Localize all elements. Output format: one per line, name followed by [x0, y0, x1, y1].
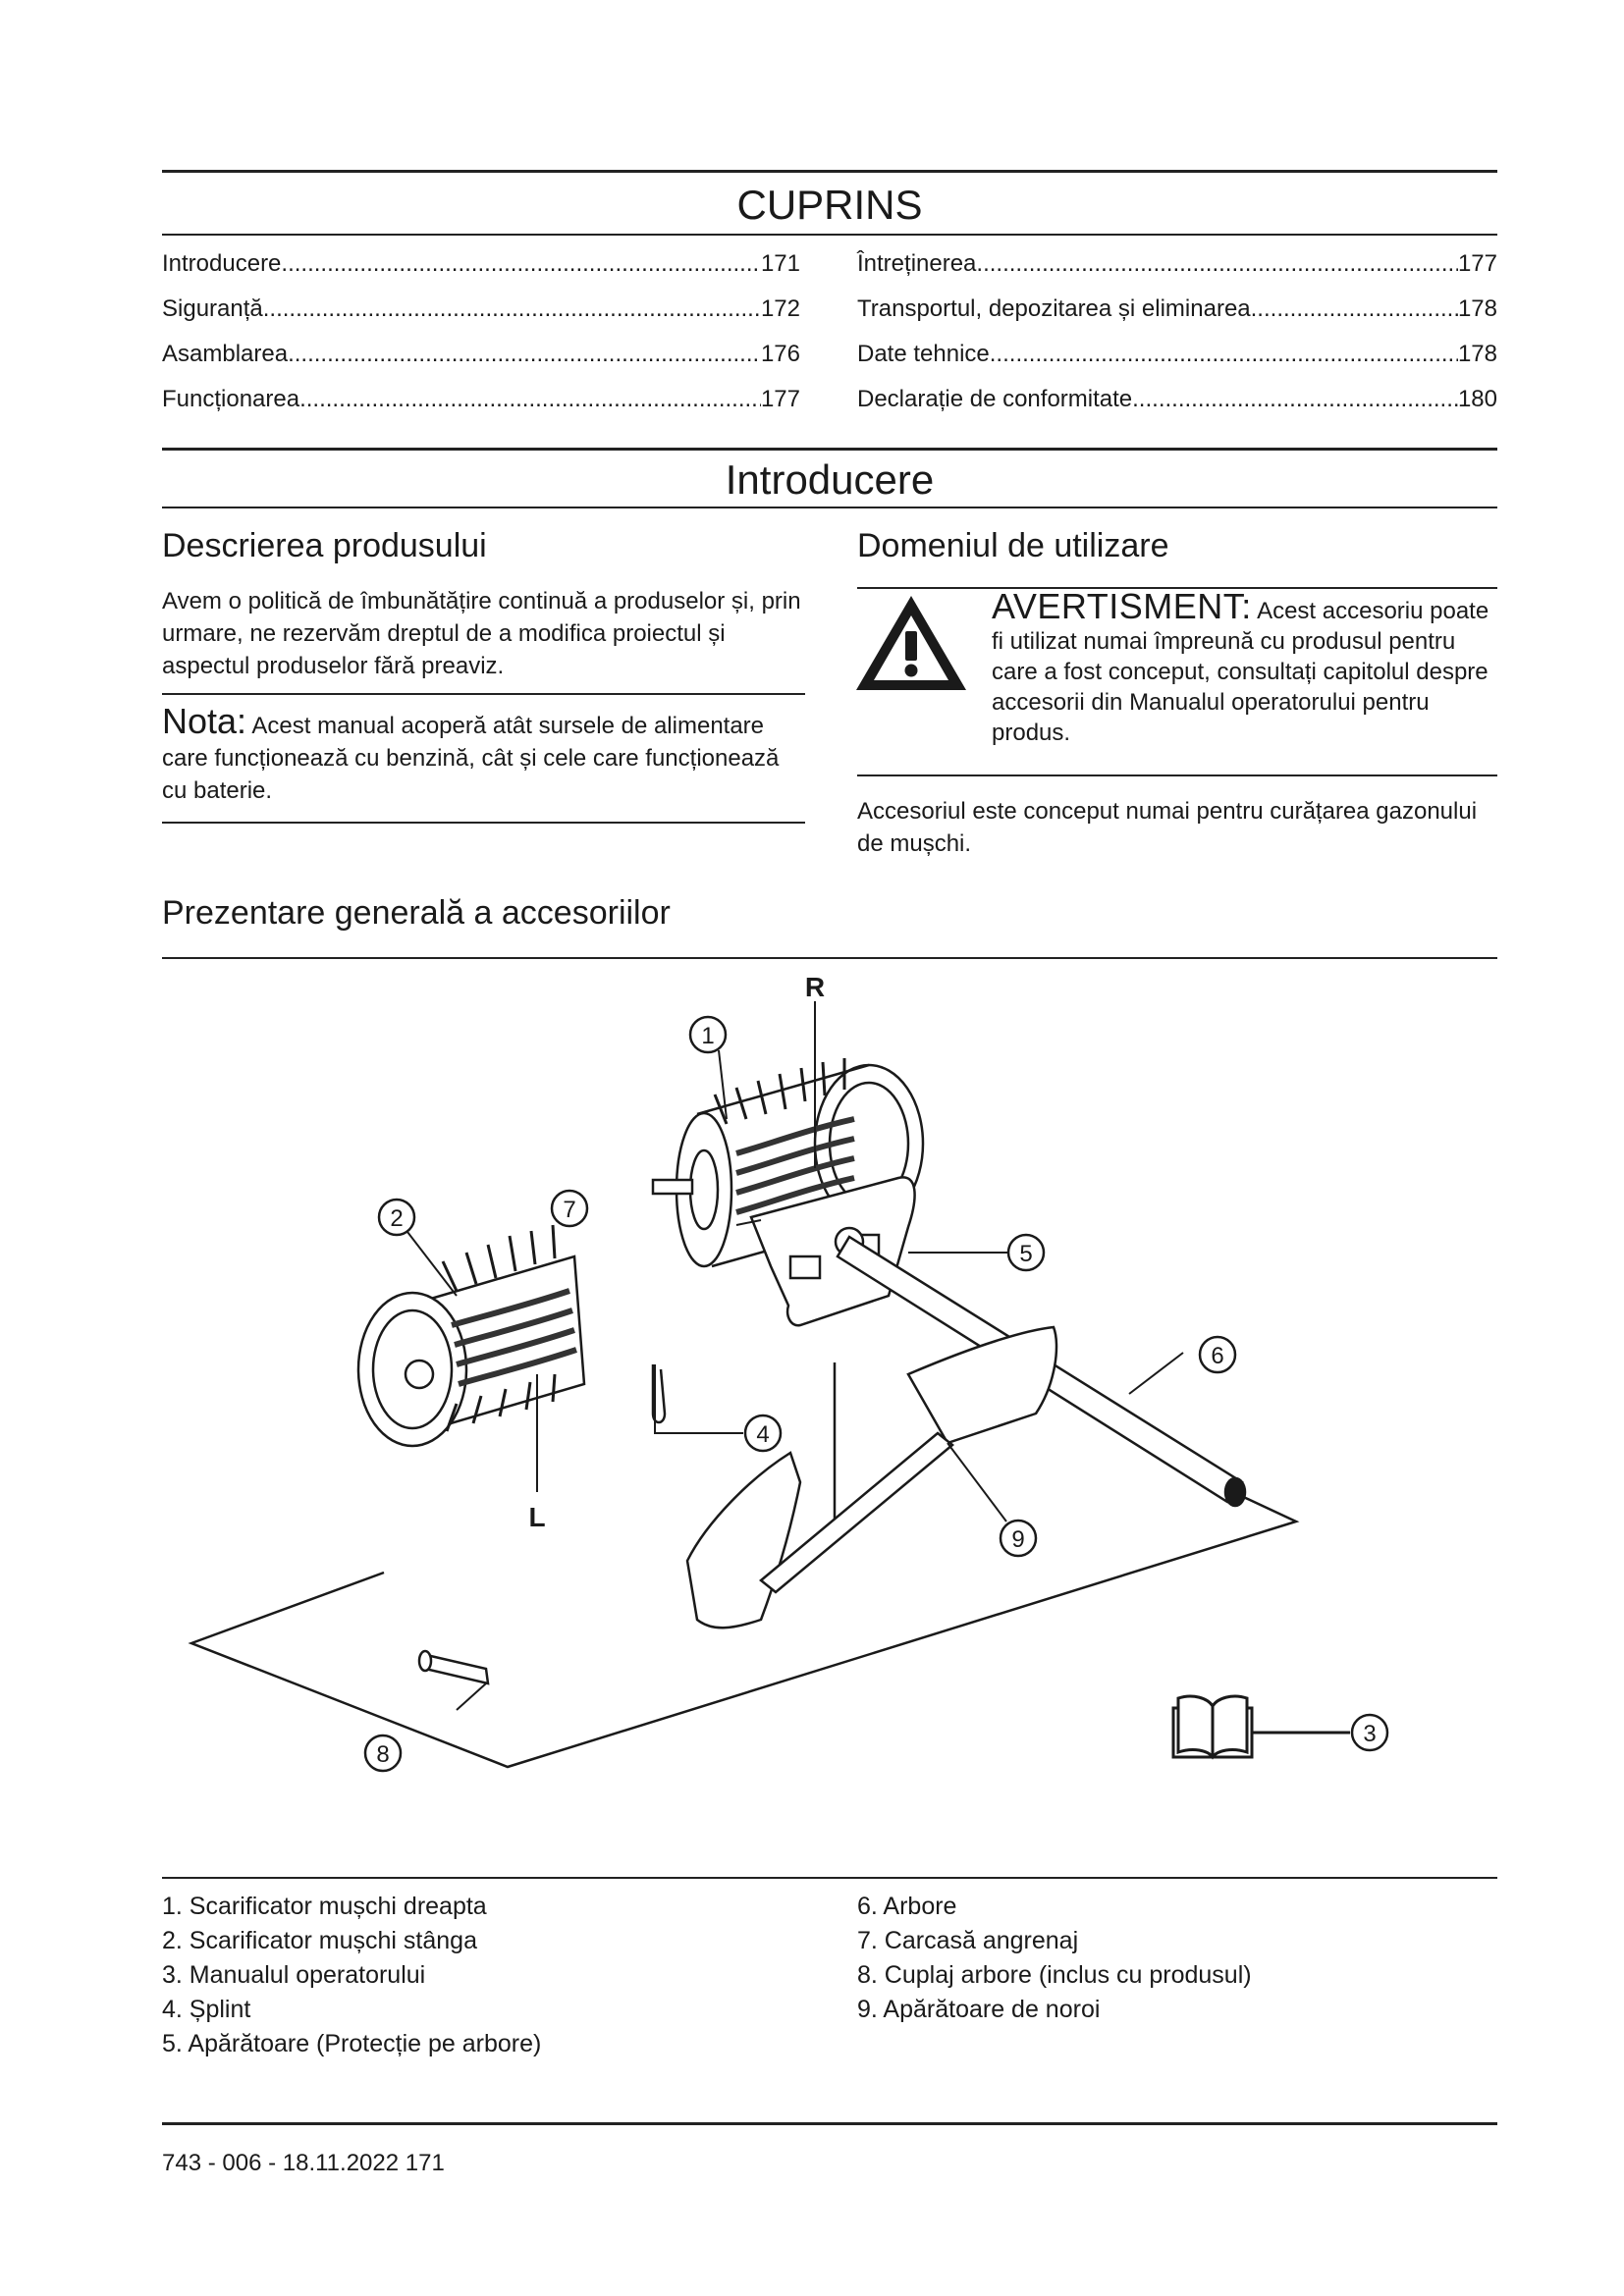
legend-item: 6. Arbore — [857, 1893, 957, 1920]
callout-7-label: 7 — [563, 1197, 576, 1223]
page-footer: 743 - 006 - 18.11.2022 171 — [162, 2150, 445, 2176]
toc-leader — [288, 338, 761, 371]
callout-2-label: 2 — [390, 1205, 404, 1232]
usage-text: Accesoriul este conceput numai pentru curățarea gazonului de mușchi. — [857, 798, 1478, 857]
note-top-rule — [162, 693, 805, 695]
legend-item: 8. Cuplaj arbore (inclus cu produsul) — [857, 1961, 1252, 1989]
toc-entry-page: 172 — [760, 295, 800, 322]
toc-entry-page: 178 — [1457, 295, 1497, 322]
warning-block — [992, 586, 1497, 748]
legend-right — [857, 1890, 1252, 2027]
legend-item: 7. Carcasă angrenaj — [857, 1927, 1079, 1954]
toc-entry-page: 171 — [760, 250, 800, 277]
callout-8-label: 8 — [376, 1741, 390, 1768]
description-text: Avem o politică de îmbunătățire continuă a produselor și, prin urmare, ne rezervăm dreptul de a modifica proiectul și aspectul produselor fără preaviz. — [162, 588, 801, 679]
legend-rule — [162, 1877, 1497, 1879]
toc-leader — [299, 383, 761, 416]
toc-entry[interactable] — [857, 338, 1497, 383]
toc-leader — [263, 293, 761, 326]
toc-leader — [976, 247, 1458, 281]
toc-entry-page: 178 — [1457, 341, 1497, 367]
callout-5-label: 5 — [1019, 1241, 1033, 1267]
toc-top-rule — [162, 170, 1497, 173]
toc-title-rule — [162, 234, 1497, 236]
right-side-label: R — [804, 972, 826, 1002]
note-text: Acest manual acoperă atât sursele de alimentare care funcționează cu benzină, cât și cele care funcționează cu baterie. — [162, 713, 780, 804]
toc-entry-label: Funcționarea — [162, 386, 300, 412]
toc-entry[interactable] — [857, 247, 1497, 293]
toc-entry[interactable] — [857, 293, 1497, 338]
manual-book-icon — [1173, 1696, 1350, 1757]
toc-leader — [1132, 383, 1458, 416]
toc-entry[interactable] — [162, 383, 800, 428]
toc-entry[interactable] — [162, 247, 800, 293]
callout-9-label: 9 — [1011, 1526, 1025, 1553]
legend-item: 5. Apărătoare (Protecție pe arbore) — [162, 2030, 542, 2057]
left-side-label: L — [528, 1502, 546, 1532]
overview-heading: Prezentare generală a accesoriilor — [162, 894, 671, 932]
callout-1-label: 1 — [701, 1023, 715, 1049]
toc-leader — [990, 338, 1458, 371]
legend-left — [162, 1890, 541, 2061]
toc-left-column — [162, 247, 800, 428]
toc-leader — [1251, 293, 1458, 326]
note-bottom-rule — [162, 822, 805, 824]
toc-title: CUPRINS — [736, 182, 923, 228]
mud-guard-drawing — [687, 1327, 1056, 1628]
toc-entry-page: 177 — [760, 386, 800, 412]
warning-bottom-rule — [857, 774, 1497, 776]
warning-label: AVERTISMENT: — [992, 586, 1252, 626]
legend-item: 3. Manualul operatorului — [162, 1961, 426, 1989]
legend-item: 4. Șplint — [162, 1996, 251, 2023]
note-block — [162, 701, 805, 807]
intro-title-rule — [162, 507, 1497, 508]
toc-entry-page: 180 — [1457, 386, 1497, 412]
accessory-diagram — [162, 972, 1497, 1816]
intro-top-rule — [162, 448, 1497, 451]
warning-triangle-icon — [852, 592, 970, 694]
toc-entry-label: Întreținerea — [857, 250, 977, 277]
toc-entry-label: Introducere — [162, 250, 282, 277]
shaft-coupling-drawing — [419, 1651, 488, 1683]
left-scarifier-drawing — [358, 1225, 584, 1446]
warning-text: Acest accesoriu poate fi utilizat numai împreună cu produsul pentru care a fost conceput, consultați capitolul despre accesorii din Manualul operatorului pentru produs. — [992, 598, 1489, 746]
toc-entry[interactable] — [162, 293, 800, 338]
toc-entry[interactable] — [162, 338, 800, 383]
toc-entry-page: 177 — [1457, 250, 1497, 277]
intro-title: Introducere — [725, 456, 935, 503]
note-label: Nota: — [162, 701, 247, 741]
overview-rule — [162, 957, 1497, 959]
description-heading: Descrierea produsului — [162, 527, 487, 564]
toc-entry-page: 176 — [760, 341, 800, 367]
callout-6-label: 6 — [1211, 1343, 1224, 1369]
toc-right-column — [857, 247, 1497, 428]
callout-4-label: 4 — [756, 1421, 770, 1448]
toc-entry-label: Date tehnice — [857, 341, 990, 367]
toc-entry-label: Siguranță — [162, 295, 263, 322]
toc-entry-label: Asamblarea — [162, 341, 289, 367]
legend-item: 2. Scarificator mușchi stânga — [162, 1927, 477, 1954]
footer-rule — [162, 2122, 1497, 2125]
toc-leader — [281, 247, 761, 281]
toc-entry[interactable] — [857, 383, 1497, 428]
legend-item: 1. Scarificator mușchi dreapta — [162, 1893, 487, 1920]
toc-entry-label: Declarație de conformitate — [857, 386, 1133, 412]
callout-3-label: 3 — [1363, 1721, 1377, 1747]
toc-entry-label: Transportul, depozitarea și eliminarea — [857, 295, 1251, 322]
legend-item: 9. Apărătoare de noroi — [857, 1996, 1101, 2023]
usage-heading: Domeniul de utilizare — [857, 527, 1169, 564]
